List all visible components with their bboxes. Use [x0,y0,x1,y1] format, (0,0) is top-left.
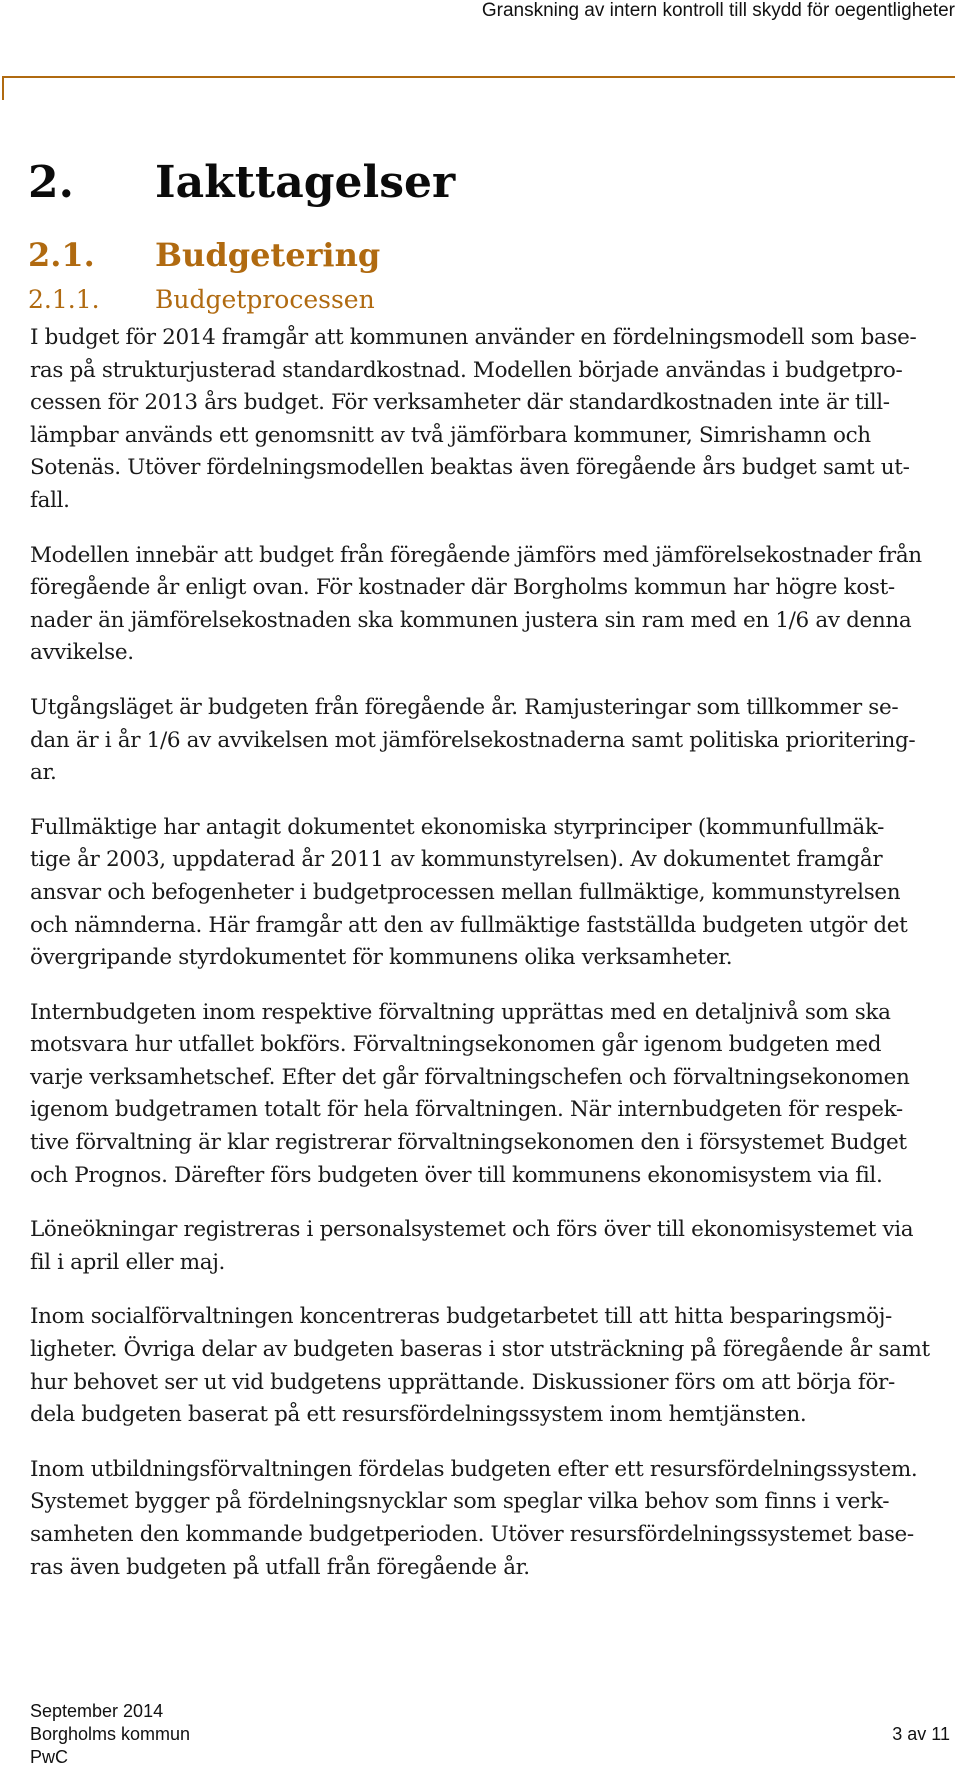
text-line: Fullmäktige har antagit dokumentet ekonomiska styrprinciper (kommunfullmäk- [30,814,885,840]
header-rule [2,76,955,78]
text-line: nader än jämförelsekostnaden ska kommunen justera sin ram med en 1/6 av denna [30,607,912,633]
text-line: fil i april eller maj. [30,1249,226,1275]
text-line: och Prognos. Därefter förs budgeten över till kommunens ekonomisystem via fil. [30,1162,883,1188]
text-line: övergripande styrdokumentet för kommunens olika verksamheter. [30,945,733,971]
text-line: ras även budgeten på utfall från föregående år. [30,1554,530,1580]
body-paragraph [30,692,955,790]
text-line: motsvara hur utfallet bokförs. Förvaltningsekonomen går igenom budgeten med [30,1032,882,1058]
text-line: fall. [30,487,70,513]
body-text [30,322,955,1606]
text-line: Modellen innebär att budget från föregående jämförs med jämförelsekostnader från [30,542,922,568]
text-line: Sotenäs. Utöver fördelningsmodellen beaktas även föregående års budget samt ut- [30,455,910,481]
text-line: lämpbar används ett genomsnitt av två jämförbara kommuner, Simrishamn och [30,422,871,448]
text-line: varje verksamhetschef. Efter det går förvaltningschefen och förvaltningsekonomen [30,1064,910,1090]
text-line: ansvar och befogenheter i budgetprocessen mellan fullmäktige, kommunstyrelsen [30,879,901,905]
subsubsection-heading [28,285,375,314]
subsubsection-title: Budgetprocessen [155,285,375,314]
body-paragraph [30,1301,955,1431]
section-number: 2. [28,157,74,208]
body-paragraph [30,1454,955,1584]
subsubsection-number: 2.1.1. [28,285,100,314]
footer-date: September 2014 [30,1701,164,1721]
subsection-number: 2.1. [28,236,95,274]
body-paragraph [30,997,955,1193]
text-line: tige år 2003, uppdaterad år 2011 av kommunstyrelsen). Av dokumentet framgår [30,847,883,873]
text-line: cessen för 2013 års budget. För verksamheter där standardkostnaden inte är till- [30,390,890,416]
text-line: Internbudgeten inom respektive förvaltning upprättas med en detaljnivå som ska [30,999,891,1025]
body-paragraph [30,1214,955,1279]
text-line: dela budgeten baserat på ett resursfördelningssystem inom hemtjänsten. [30,1402,807,1428]
text-line: igenom budgetramen totalt för hela förvaltningen. När internbudgeten för respek- [30,1097,903,1123]
section-title: Iakttagelser [155,157,456,208]
subsection-title: Budgetering [155,236,381,274]
text-line: Systemet bygger på fördelningsnycklar som speglar vilka behov som finns i verk- [30,1489,890,1515]
text-line: ras på strukturjusterad standardkostnad. Modellen började användas i budgetpro- [30,357,903,383]
running-header-title: Granskning av intern kontroll till skydd för oegentligheter [481,0,955,21]
text-line: ligheter. Övriga delar av budgeten baseras i stor utsträckning på föregående år samt [30,1337,930,1363]
text-line: hur behovet ser ut vid budgetens upprättande. Diskussioner förs om att börja för- [30,1369,895,1395]
text-line: Löneökningar registreras i personalsystemet och förs över till ekonomisystemet via [30,1217,914,1243]
text-line: samheten den kommande budgetperioden. Utöver resursfördelningssystemet base- [30,1522,914,1547]
subsection-heading [28,236,380,274]
footer-organization: Borgholms kommun [30,1724,191,1744]
text-line: föregående år enligt ovan. För kostnader där Borgholms kommun har högre kost- [30,575,895,601]
footer-author: PwC [30,1747,69,1767]
text-line: ar. [30,760,57,786]
text-line: Inom socialförvaltningen koncentreras budgetarbetet till att hitta besparingsmöj- [30,1304,892,1330]
header-rule-tick [2,76,4,100]
body-paragraph [30,322,955,518]
text-line: Utgångsläget är budgeten från föregående år. Ramjusteringar som tillkommer se- [30,694,899,720]
text-line: I budget för 2014 framgår att kommunen använder en fördelningsmodell som base- [30,325,917,350]
body-paragraph [30,812,955,975]
text-line: avvikelse. [30,640,134,666]
section-heading [28,157,455,208]
page-footer [30,1700,950,1769]
text-line: dan är i år 1/6 av avvikelsen mot jämförelsekostnaderna samt politiska prioritering- [30,727,916,753]
text-line: tive förvaltning är klar registrerar förvaltningsekonomen den i försystemet Budget [30,1130,907,1156]
body-paragraph [30,540,955,670]
page-number: 3 av 11 [892,1724,950,1744]
text-line: och nämnderna. Här framgår att den av fullmäktige fastställda budgeten utgör det [30,912,908,938]
text-line: Inom utbildningsförvaltningen fördelas budgeten efter ett resursfördelningssystem. [30,1456,918,1482]
